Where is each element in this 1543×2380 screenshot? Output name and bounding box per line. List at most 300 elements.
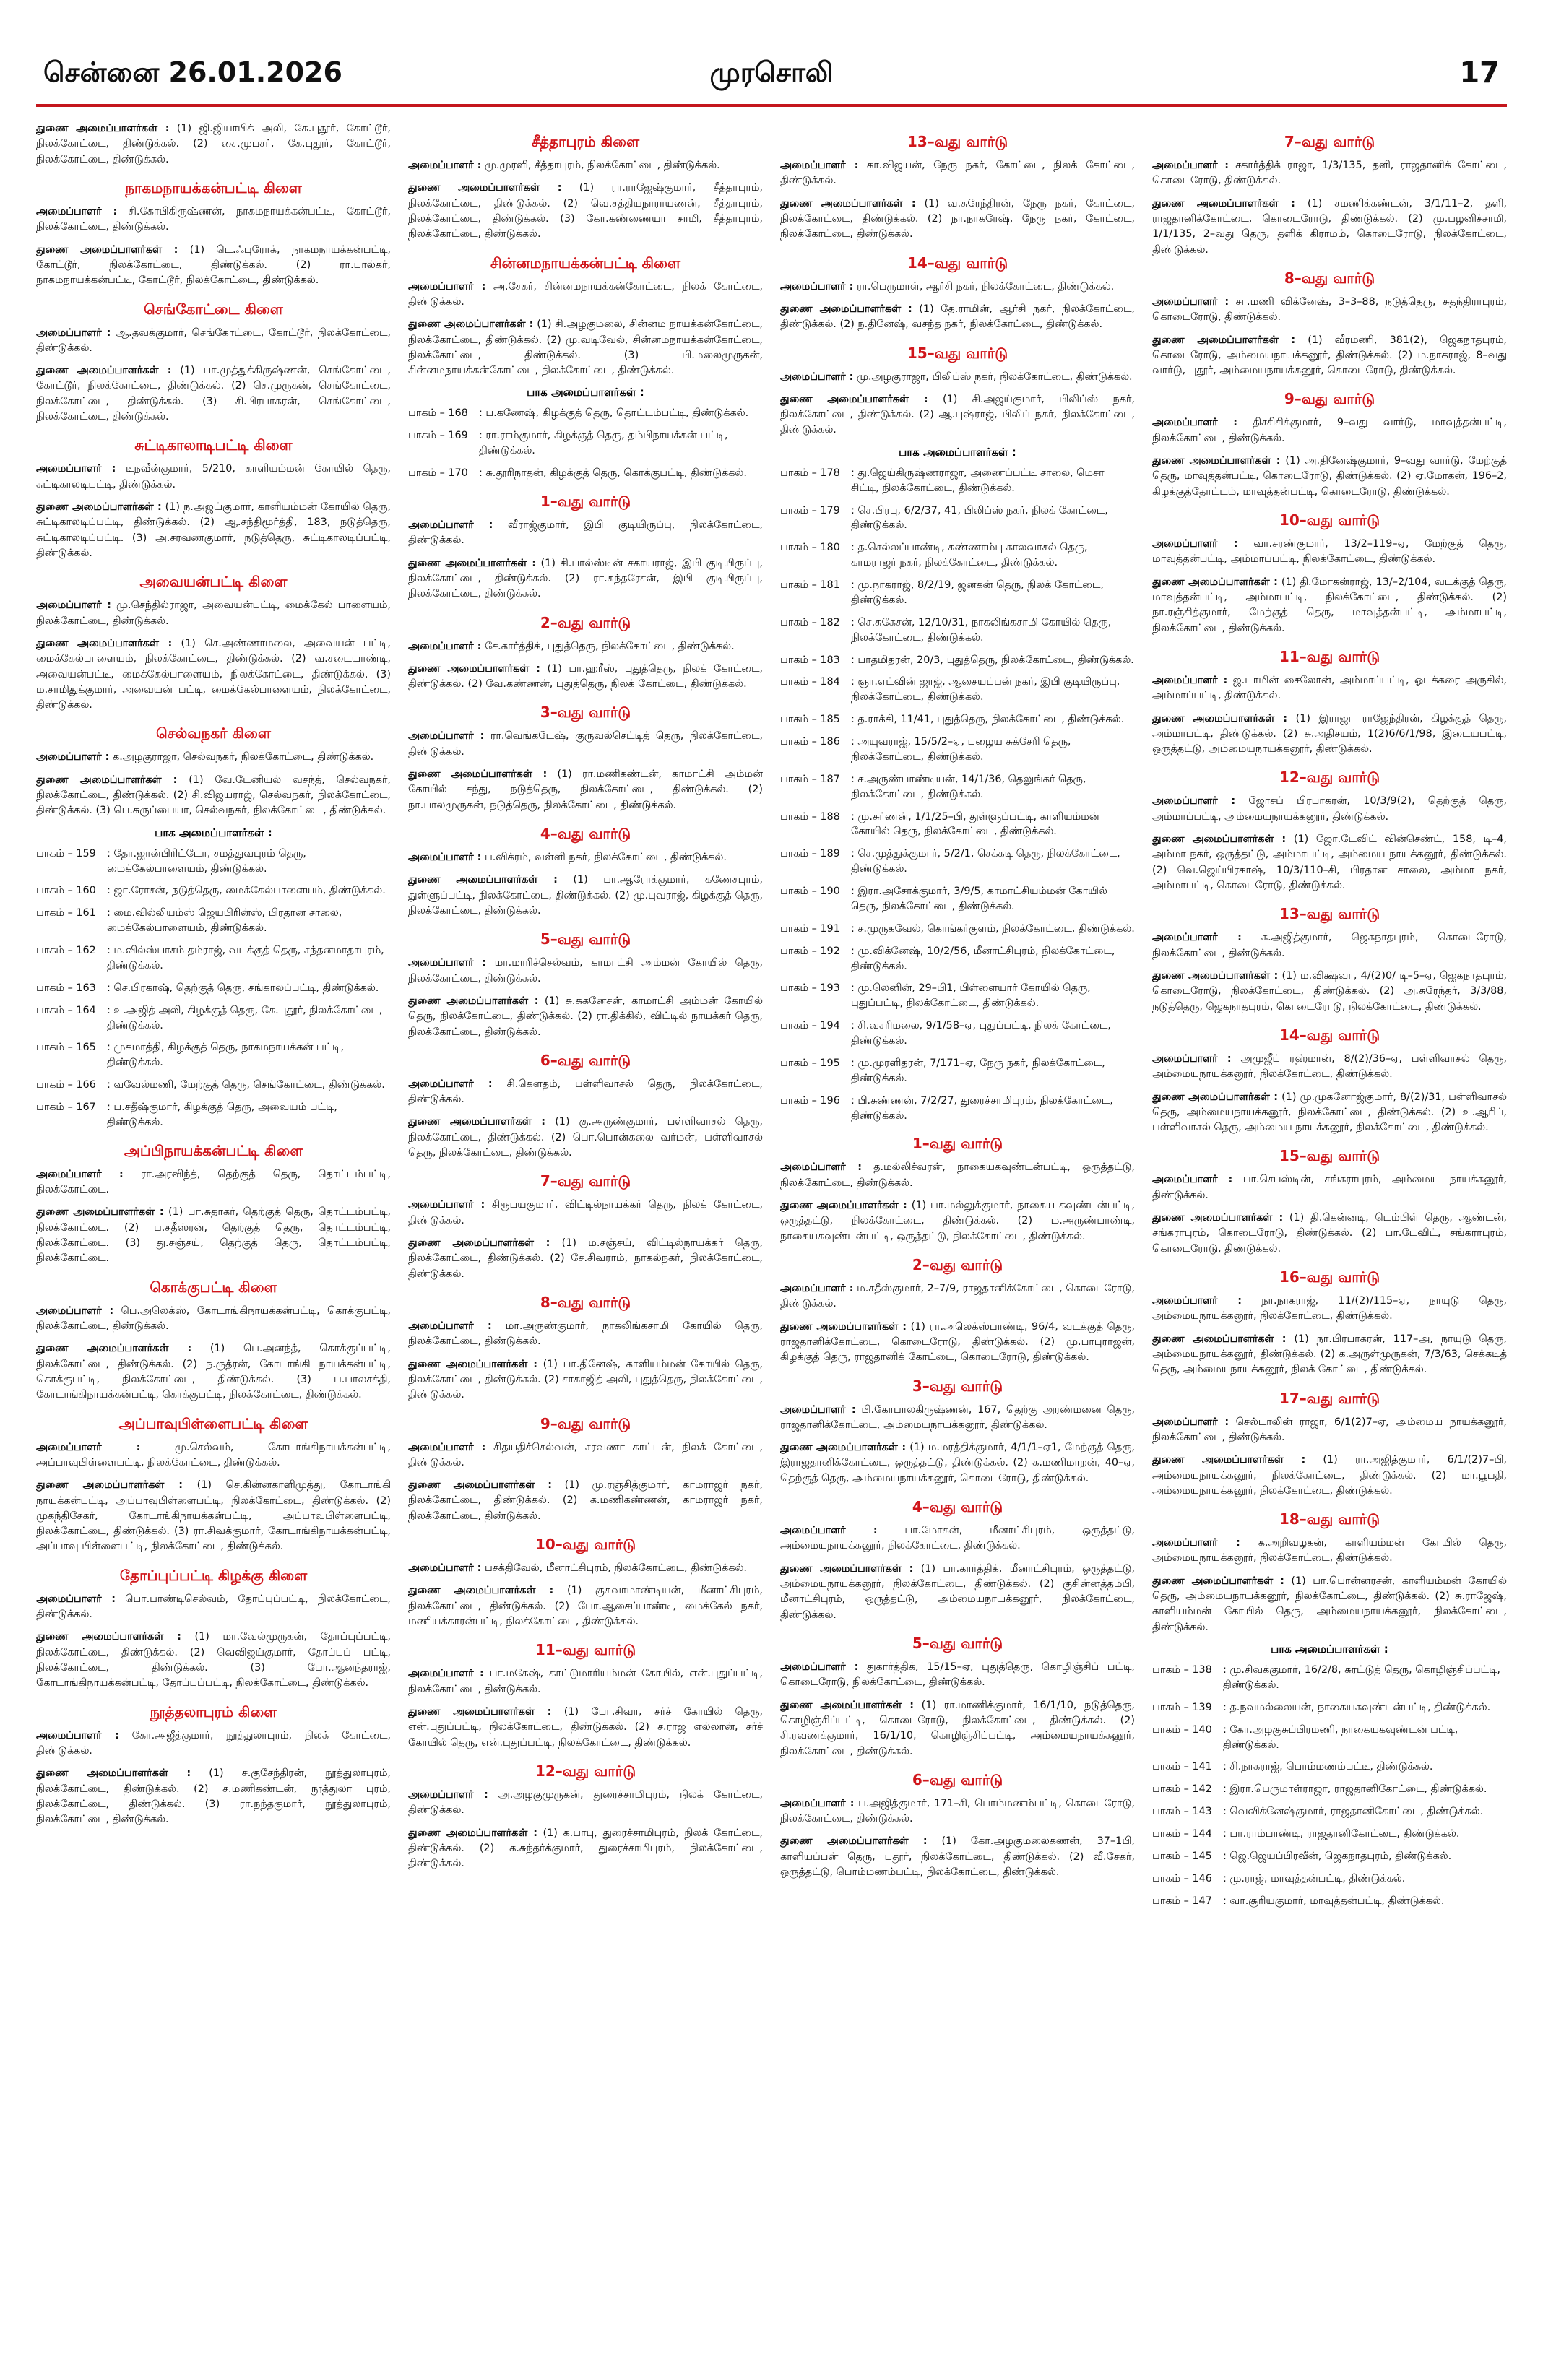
booth-row bbox=[780, 466, 1135, 496]
organizer-entry bbox=[1152, 794, 1507, 825]
entry-text: ஜோசப் பிரபாகரன், 10/3/9(2), தெற்குத் தெரு, அம்மாப்பட்டி, அம்மையநாயக்கனூர், திண்டுக்கல். bbox=[1152, 795, 1507, 823]
section-heading: சுட்டிகாலாடிபட்டி கிளை bbox=[134, 436, 293, 454]
role-label: அமைப்பாளர் : bbox=[408, 1562, 482, 1575]
booth-number: பாகம் – 162 bbox=[36, 945, 96, 957]
entry-text: (1) பெ.அனந்த், கொக்குப்பட்டி, நிலக்கோட்டை, திண்டுக்கல். (2) ந.ருத்ரன், கோடாங்கி நாயக்கன்பட்டி, கொக்குபட்டி, நிலக்கோட்டை, திண்டுக்கல். (3) ப.பாலசக்தி, கோடாங்கிநாயக்கன்பட்டி, கொக்குபட்டி, நிலக்கோட்டை, திண்டுக்கல். bbox=[36, 1343, 391, 1401]
entry-text: (1) ஜி.ஜியாபிக் அலி, கே.புதூர், கோட்டூர், நிலக்கோட்டை, திண்டுக்கல். (2) சை.முபசர், கே.புதூர், கோட்டூர், நிலக்கோட்டை, திண்டுக்கல். bbox=[36, 123, 391, 165]
entry-text: துகார்த்திக், 15/15–ஏ, புதுத்தெரு, கொழிஞ்சிப் பட்டி, கொடைரோடு, நிலக்கோட்டை, திண்டுக்கல். bbox=[780, 1661, 1135, 1689]
deputy-organizer-entry bbox=[36, 636, 391, 714]
booth-details: : முகமாத்தி, கிழக்குத் தெரு, நாகமநாயக்கன் பட்டி, திண்டுக்கல். bbox=[107, 1042, 345, 1069]
role-label: துணை அமைப்பாளர்கள் : bbox=[408, 182, 562, 194]
entry-text: அ.அழகுமுருகன், துரைச்சாமிபுரம், நிலக் கோட்டை, திண்டுக்கல். bbox=[408, 1788, 763, 1817]
booth-row bbox=[780, 810, 1135, 840]
entry-text: (1) ம.விக்ஷ்வா, 4/(2)0/ டி–5–ஏ, ஜெகநாதபுரம், கொடைரோடு, நிலக்கோட்டை, திண்டுக்கல். (2) அ.சுரேந்தர், 3/3/88, நடுத்தெரு, ஜெகநாதபுரம், கொடைரோடு, நிலக்கோட்டை, திண்டுக்கல். bbox=[1152, 969, 1507, 1013]
entry-text: வீராஜ்குமார், இபி குடியிருப்பு, நிலக்கோட்டை, திண்டுக்கல். bbox=[408, 519, 763, 547]
deputy-organizer-entry bbox=[36, 363, 391, 425]
entry-text: (1) செ.அண்ணாமலை, அவையன் பட்டி, மைக்கேல்பாளையம், நிலக்கோட்டை, திண்டுக்கல். (2) வ.சடையாண்டி, அவையன்பட்டி, மைக்கேல்பாளையம், நிலக்கோட்டை, திண்டுக்கல். (3) ம.சாமிதுக்குமார், அவையன் பட்டி, மைக்கேல்பாளையம், நிலக்கோட்டை, திண்டுக்கல். bbox=[36, 637, 391, 711]
entry-text: (1) பா.தினேஷ், காளியம்மன் கோயில் தெரு, நிலக்கோட்டை, திண்டுக்கல். (2) சாகாஜித் அலி, புதுத்தெரு, நிலக்கோட்டை, திண்டுக்கல். bbox=[408, 1358, 763, 1401]
role-label: அமைப்பாளர் : bbox=[780, 1403, 856, 1416]
booth-row bbox=[1152, 1700, 1507, 1715]
subsection-heading: பாக அமைப்பாளர்கள் : bbox=[899, 445, 1016, 459]
column-4 bbox=[1152, 121, 1507, 2368]
role-label: அமைப்பாளர் : bbox=[1152, 417, 1238, 429]
booth-number: பாகம் – 170 bbox=[408, 467, 468, 480]
entry-text: பா.மகேஷ், காட்டுமாரியம்மன் கோயில், என்.புதுப்பட்டி, நிலக்கோட்டை, திண்டுக்கல். bbox=[408, 1668, 763, 1695]
entry-text: (1) தி.மோகன்ராஜ், 13/–2/104, வடக்குத் தெரு, மாவுத்தன்பட்டி, அம்மாபட்டி, நிலக்கோட்டை, திண்டுக்கல். (2) நா.ரஞ்சித்குமார், மேற்குத் தெரு, மாவுத்தன்பட்டி, அம்மாபட்டி, நிலக்கோட்டை, திண்டுக்கல். bbox=[1152, 576, 1507, 634]
role-label: துணை அமைப்பாளர்கள் : bbox=[1152, 712, 1287, 724]
booth-row bbox=[780, 578, 1135, 608]
deputy-organizer-entry bbox=[780, 392, 1135, 438]
booth-details: : வெவிக்னேஷ்குமார், ராஜதானிகோட்டை, திண்டுக்கல். bbox=[1223, 1806, 1484, 1818]
booth-row bbox=[408, 428, 763, 459]
role-label: அமைப்பாளர் : bbox=[408, 730, 485, 743]
role-label: துணை அமைப்பாளர்கள் : bbox=[1152, 334, 1296, 346]
role-label: துணை அமைப்பாளர்கள் : bbox=[36, 637, 173, 649]
section-heading: 9–வது வார்டு bbox=[1284, 390, 1375, 408]
deputy-organizer-entry bbox=[36, 1630, 391, 1691]
booth-number: பாகம் – 192 bbox=[780, 945, 840, 957]
entry-text: (1) சமணிக்கண்டன், 3/1/11–2, தளி, ராஜதானிக்கோட்டை, கொடைரோடு, திண்டுக்கல். (2) மு.பழனிச்சாமி, 1/1/135, 2–வது தெரு, தளிக் கிராமம், கொடைரோடு, நிலக்கோட்டை, திண்டுக்கல். bbox=[1152, 197, 1507, 256]
booth-number: பாகம் – 184 bbox=[780, 676, 840, 688]
booth-details: : ப.சதீஷ்குமார், கிழக்குத் தெரு, அவையம் பட்டி, திண்டுக்கல். bbox=[107, 1102, 337, 1128]
edition-date: சென்னை 26.01.2026 bbox=[43, 56, 342, 88]
organizer-entry bbox=[1152, 673, 1507, 704]
entry-text: (1) சி.அஜய்குமார், பிலிப்ஸ் நகர், நிலக்கோட்டை, திண்டுக்கல். (2) ஆ.புஷ்ராஜ், பிலிப் நகர், நிலக்கோட்டை, திண்டுக்கல். bbox=[780, 393, 1135, 436]
organizer-entry bbox=[1152, 537, 1507, 568]
booth-row bbox=[36, 847, 391, 877]
role-label: துணை அமைப்பாளர்கள் : bbox=[36, 1631, 181, 1643]
section-heading: செங்கோட்டை கிளை bbox=[144, 300, 283, 318]
role-label: அமைப்பாளர் : bbox=[1152, 674, 1228, 686]
entry-text: டிநவீன்குமார், 5/210, காளியம்மன் கோயில் தெரு, சுட்டிகாலடிபட்டி, திண்டுக்கல். bbox=[36, 463, 391, 490]
section-heading: அவையன்பட்டி கிளை bbox=[139, 573, 288, 591]
organizer-entry bbox=[780, 1523, 1135, 1554]
booth-row bbox=[36, 906, 391, 936]
entry-text: (1) டெ.ஃபுரோக், நாகமநாயக்கன்பட்டி, கோட்டூர், நிலக்கோட்டை, திண்டுக்கல். (2) ரா.பால்கர், நாகமநாயக்கன்பட்டி, கோட்டூர், நிலக்கோட்டை, திண்டுக்கல். bbox=[36, 243, 391, 287]
role-label: துணை அமைப்பாளர்கள் : bbox=[408, 1358, 538, 1370]
role-label: துணை அமைப்பாளர்கள் : bbox=[780, 1442, 907, 1454]
entry-text: (1) சி.அழகுமலை, சின்னம நாயக்கன்கோட்டை, நிலக்கோட்டை, திண்டுக்கல். (2) மு.வடிவேல், சின்னமநாயக்கன்கோட்டை, நிலக்கோட்டை, திண்டுக்கல். (3) பி.மலைமுருகன், சின்னமநாயக்கன்கோட்டை, நிலக்கோட்டை, திண்டுக்கல். bbox=[408, 319, 763, 377]
booth-details: : இரா.பெருமாள்ராஜா, ராஜதானிகோட்டை, திண்டுக்கல். bbox=[1223, 1783, 1487, 1796]
booth-details: : ம.வில்ஸ்பாசம் தம்ராஜ், வடக்குத் தெரு, சந்தனமாதாபுரம், திண்டுக்கல். bbox=[107, 945, 384, 972]
entry-text: (1) ரா.மணிகண்டன், காமாட்சி அம்மன் கோயில் சந்து, நடுத்தெரு, நிலக்கோட்டை, திண்டுக்கல். (2) நா.பாலமுருகன், நடுத்தெரு, நிலக்கோட்டை, திண்டுக்கல். bbox=[408, 769, 763, 811]
role-label: துணை அமைப்பாளர்கள் : bbox=[1152, 969, 1279, 982]
column-3 bbox=[780, 121, 1135, 2368]
booth-number: பாகம் – 189 bbox=[780, 848, 840, 860]
booth-details: : த.நவமல்லையன், நாகையகவுண்டன்பட்டி, திண்டுக்கல். bbox=[1223, 1701, 1491, 1713]
booth-number: பாகம் – 181 bbox=[780, 579, 840, 591]
section-heading: அப்பாவுபிள்ளைபட்டி கிளை bbox=[118, 1414, 308, 1432]
role-label: துணை அமைப்பாளர்கள் : bbox=[408, 995, 539, 1007]
section-heading: 7–வது வார்டு bbox=[1284, 133, 1375, 150]
role-label: அமைப்பாளர் : bbox=[408, 1788, 488, 1801]
organizer-entry bbox=[36, 1440, 391, 1471]
deputy-organizer-entry bbox=[1152, 1574, 1507, 1635]
role-label: துணை அமைப்பாளர்கள் : bbox=[408, 1705, 552, 1718]
booth-number: பாகம் – 165 bbox=[36, 1042, 96, 1054]
booth-row bbox=[780, 922, 1135, 937]
role-label: அமைப்பாளர் : bbox=[36, 1729, 119, 1741]
deputy-organizer-entry bbox=[1152, 711, 1507, 758]
deputy-organizer-entry bbox=[408, 556, 763, 602]
booth-details: : மு.சுர்ணன், 1/1/25–பி, துள்ளுப்பட்டி, காளியம்மன் கோயில் தெரு, நிலக்கோட்டை, திண்டுக்கல். bbox=[851, 810, 1099, 838]
role-label: அமைப்பாளர் : bbox=[1152, 538, 1238, 550]
entry-text: மு.செந்தில்ராஜா, அவையன்பட்டி, மைக்கேல் பாளையம், நிலக்கோட்டை, திண்டுக்கல். bbox=[36, 600, 391, 627]
role-label: அமைப்பாளர் : bbox=[408, 1668, 484, 1680]
booth-details: : து.ஜெய்கிருஷ்ணராஜா, அணைப்பட்டி சாலை, மெசா சிட்டி, நிலக்கோட்டை, திண்டுக்கல். bbox=[851, 467, 1105, 494]
role-label: அமைப்பாளர் : bbox=[408, 1320, 492, 1332]
role-label: துணை அமைப்பாளர்கள் : bbox=[36, 1479, 183, 1492]
entry-text: (1) நா.பிரபாகரன், 117–அ, நாயுடு தெரு, அம்மையநாயக்கனூர், திண்டுக்கல். (2) க.அருள்முருகன், 7/3/63, செக்கடித் தெரு, அம்மையநாயக்கனூர், நிலக் கோட்டை, திண்டுக்கல். bbox=[1152, 1333, 1507, 1376]
entry-text: (1) கு.அருண்குமார், பள்ளிவாசல் தெரு, நிலக்கோட்டை, திண்டுக்கல். (2) பொ.பொன்கலை வர்மன், பள்ளிவாசல் தெரு, நிலக்கோட்டை, திண்டுக்கல். bbox=[408, 1116, 763, 1159]
entry-text: சா.மணி விக்னேஷ், 3–3–88, நடுத்தெரு, சுதந்திராபுரம், கொடைரோடு, திண்டுக்கல். bbox=[1152, 295, 1507, 324]
booth-details: : தோ.ஜான்பிரிட்டோ, சமத்துவபுரம் தெரு, மைக்கேல்பாளையம், திண்டுக்கல். bbox=[107, 847, 306, 875]
entry-text: (1) பா.மல்லுக்குமார், நாகைய கவுண்டன்பட்டி, ஒருத்தட்டு, நிலக்கோட்டை, திண்டுக்கல். (2) ம.அருண்பாண்டி, நாகையகவுண்டன்பட்டி, ஒருத்தட்டு, நிலக்கோட்டை, திண்டுக்கல். bbox=[780, 1200, 1135, 1242]
organizer-entry bbox=[1152, 930, 1507, 961]
organizer-entry bbox=[408, 1198, 763, 1229]
booth-number: பாகம் – 194 bbox=[780, 1020, 840, 1032]
entry-text: (1) ரா.ராஜேஷ்குமார், சீத்தாபுரம், நிலக்கோட்டை, திண்டுக்கல். (2) வெ.சத்தியநாராயணன், சீத்தாபுரம், நிலக்கோட்டை, திண்டுக்கல். (3) கோ.கண்ணையா சாமி, சீத்தாபுரம், நிலக்கோட்டை, திண்டுக்கல். bbox=[408, 182, 763, 241]
booth-number: பாகம் – 167 bbox=[36, 1102, 96, 1114]
booth-row bbox=[780, 1018, 1135, 1049]
role-label: அமைப்பாளர் : bbox=[36, 1304, 114, 1317]
booth-row bbox=[780, 1094, 1135, 1124]
section-heading: 9–வது வார்டு bbox=[540, 1414, 631, 1432]
entry-text: பொ.பாண்டிசெல்வம், தோப்புப்பட்டி, நிலக்கோட்டை, திண்டுக்கல். bbox=[36, 1593, 391, 1621]
organizer-entry bbox=[1152, 1415, 1507, 1446]
booth-row bbox=[36, 883, 391, 899]
deputy-organizer-entry bbox=[36, 1205, 391, 1266]
section-heading: 18–வது வார்டு bbox=[1279, 1510, 1380, 1528]
organizer-entry bbox=[408, 729, 763, 760]
role-label: துணை அமைப்பாளர்கள் : bbox=[780, 1562, 914, 1575]
deputy-organizer-entry bbox=[408, 181, 763, 242]
role-label: துணை அமைப்பாளர்கள் : bbox=[36, 774, 178, 786]
deputy-organizer-entry bbox=[1152, 1453, 1507, 1499]
entry-text: க.அஜித்குமார், ஜெகநாதபுரம், கொடைரோடு, நிலக்கோட்டை, திண்டுக்கல். bbox=[1152, 932, 1507, 959]
section-heading: சின்னமநாயக்கன்பட்டி கிளை bbox=[490, 254, 680, 272]
booth-row bbox=[1152, 1849, 1507, 1864]
booth-number: பாகம் – 169 bbox=[408, 430, 468, 442]
booth-row bbox=[1152, 1894, 1507, 1909]
entry-text: கா.விஜயன், நேரு நகர், கோட்டை, நிலக் கோட்டை, திண்டுக்கல். bbox=[780, 160, 1135, 187]
deputy-organizer-entry bbox=[780, 1698, 1135, 1760]
role-label: துணை அமைப்பாளர்கள் : bbox=[408, 1237, 550, 1249]
booth-number: பாகம் – 143 bbox=[1152, 1806, 1212, 1818]
role-label: துணை அமைப்பாளர்கள் : bbox=[1152, 834, 1287, 846]
section-heading: 13–வது வார்டு bbox=[1279, 905, 1380, 923]
booth-details: : செ.பிரகாஷ், தெற்குத் தெரு, சங்காலப்பட்டி, திண்டுக்கல். bbox=[107, 982, 379, 994]
role-label: துணை அமைப்பாளர்கள் : bbox=[408, 319, 534, 331]
entry-text: திசசிசிக்குமார், 9–வது வார்டு, மாவுத்தன்பட்டி, நிலக்கோட்டை, திண்டுக்கல். bbox=[1152, 417, 1507, 444]
organizer-entry bbox=[780, 280, 1135, 295]
organizer-entry bbox=[1152, 295, 1507, 326]
newspaper-title: முரசொலி bbox=[709, 56, 834, 88]
booth-number: பாகம் – 146 bbox=[1152, 1872, 1212, 1884]
deputy-organizer-entry bbox=[36, 773, 391, 819]
booth-details: : ஜா.ரோசன், நடுத்தெரு, மைக்கேல்பாளையம், திண்டுக்கல். bbox=[107, 885, 386, 897]
deputy-organizer-entry bbox=[1152, 196, 1507, 258]
booth-details: : மு.ராஜ், மாவுத்தன்பட்டி, திண்டுக்கல். bbox=[1223, 1872, 1406, 1884]
section-heading: 8–வது வார்டு bbox=[1284, 269, 1375, 287]
booth-details: : செ.முத்துக்குமார், 5/2/1, செக்கடி தெரு, நிலக்கோட்டை, திண்டுக்கல். bbox=[851, 848, 1120, 875]
deputy-organizer-entry bbox=[408, 767, 763, 813]
entry-text: க.அறிவழகன், காளியம்மன் கோயில் தெரு, அம்மையநாயக்கனூர், நிலக்கோட்டை, திண்டுக்கல். bbox=[1152, 1537, 1507, 1565]
section-heading: 2–வது வார்டு bbox=[912, 1255, 1003, 1273]
role-label: அமைப்பாளர் : bbox=[36, 1593, 116, 1605]
section-heading: 1–வது வார்டு bbox=[912, 1135, 1003, 1153]
booth-row bbox=[36, 943, 391, 974]
booth-details: : செ.சுகேசன், 12/10/31, நாகலிங்கசாமி கோயில் தெரு, நிலக்கோட்டை, திண்டுக்கல். bbox=[851, 616, 1112, 644]
booth-details: : மு.நாகராஜ், 8/2/19, ஜனகன் தெரு, நிலக் கோட்டை, திண்டுக்கல். bbox=[851, 579, 1104, 606]
role-label: துணை அமைப்பாளர்கள் : bbox=[780, 1835, 928, 1848]
booth-row bbox=[780, 675, 1135, 705]
role-label: துணை அமைப்பாளர்கள் : bbox=[1152, 1212, 1284, 1224]
role-label: அமைப்பாளர் : bbox=[36, 205, 118, 217]
entry-text: (1) ஜோ.டேவிட் வின்செண்ட், 158, டி–4, அம்மா நகர், ஒருத்தட்டு, அம்மாபட்டி, அம்மைய நாயக்கனூர், திண்டுக்கல். (2) வெ.ஜெய்பிரகாஷ், 10/3/110–சி, பிரதான சாலை, அம்மா நகர், அம்மாபட்டி, கொடைரோடு, திண்டுக்கல். bbox=[1152, 834, 1507, 891]
booth-details: : வா.சூரியகுமார், மாவுத்தன்பட்டி, திண்டுக்கல். bbox=[1223, 1895, 1445, 1907]
section-heading: 12–வது வார்டு bbox=[535, 1762, 636, 1780]
entry-text: பசக்திவேல், மீனாட்சிபுரம், நிலக்கோட்டை, திண்டுக்கல். bbox=[484, 1562, 747, 1575]
booth-row bbox=[36, 1100, 391, 1130]
organizer-entry bbox=[1152, 1294, 1507, 1325]
role-label: அமைப்பாளர் : bbox=[1152, 1052, 1232, 1065]
column-1 bbox=[36, 121, 391, 2368]
entry-text: அ.சேகர், சின்னமநாயக்கன்கோட்டை, நிலக் கோட்டை, திண்டுக்கல். bbox=[408, 280, 763, 308]
organizer-entry bbox=[1152, 415, 1507, 446]
role-label: அமைப்பாளர் : bbox=[408, 160, 482, 171]
role-label: அமைப்பாளர் : bbox=[1152, 795, 1236, 808]
booth-details: : இரா.அசோக்குமார், 3/9/5, காமாட்சியம்மன் கோயில் தெரு, நிலக்கோட்டை, திண்டுக்கல். bbox=[851, 886, 1107, 912]
role-label: அமைப்பாளர் : bbox=[1152, 932, 1242, 944]
deputy-organizer-entry bbox=[408, 1583, 763, 1630]
entry-text: (1) இராஜா ராஜேந்திரன், கிழக்குத் தெரு, அம்மாபட்டி, திண்டுக்கல். (2) சு.அதிசயம், 1(2)6/6/1/98, இடையபட்டி, ஒருத்தட்டு, அம்மையநாயக்கனூர், திண்டுக்கல். bbox=[1152, 712, 1507, 756]
section-heading: 2–வது வார்டு bbox=[540, 613, 631, 631]
deputy-organizer-entry bbox=[408, 994, 763, 1040]
role-label: துணை அமைப்பாளர்கள் : bbox=[1152, 1091, 1279, 1103]
deputy-organizer-entry bbox=[1152, 575, 1507, 636]
section-heading: 3–வது வார்டு bbox=[912, 1377, 1003, 1395]
role-label: துணை அமைப்பாளர்கள் : bbox=[408, 1585, 554, 1597]
entry-text: (1) மா.வேல்முருகன், தோப்புப்பட்டி, நிலக்கோட்டை, திண்டுக்கல். (2) வெவிஜய்குமார், தோப்புப் பட்டி, நிலக்கோட்டை, திண்டுக்கல். (3) போ.ஆனந்தராஜ், கோடாங்கிநாயக்கன்பட்டி, தோப்புப்பட்டி, நிலக்கோட்டை, திண்டுக்கல். bbox=[36, 1631, 391, 1689]
booth-row bbox=[780, 884, 1135, 914]
booth-number: பாகம் – 147 bbox=[1152, 1895, 1212, 1907]
organizer-entry bbox=[408, 1077, 763, 1108]
booth-row bbox=[408, 466, 763, 481]
booth-number: பாகம் – 142 bbox=[1152, 1783, 1212, 1796]
organizer-entry bbox=[408, 158, 763, 173]
booth-row bbox=[408, 406, 763, 421]
booth-row bbox=[780, 981, 1135, 1011]
entry-text: ஆ.தவக்குமார், செங்கோட்டை, கோட்டூர், நிலக்கோட்டை, திண்டுக்கல். bbox=[36, 326, 391, 354]
role-label: துணை அமைப்பாளர்கள் : bbox=[36, 123, 170, 134]
entry-text: (1) பா.ஆரோக்குமார், கணேசபுரம், துள்ளுப்பட்டி, நிலக்கோட்டை, திண்டுக்கல். (2) மு.புவராஜ், கிழக்குத் தெரு, நிலக்கோட்டை, திண்டுக்கல். bbox=[408, 874, 763, 917]
entry-text: (1) மு.முகனோஜ்குமார், 8/(2)/31, பள்ளிவாசல் தெரு, அம்மையநாயக்கனூர், நிலக்கோட்டை, திண்டுக்கல். (2) உ.ஆரிப், பள்ளிவாசல் தெரு, அம்மைய நாயக்கனூர், நிலக்கோட்டை, திண்டுக்கல். bbox=[1152, 1091, 1507, 1134]
role-label: துணை அமைப்பாளர்கள் : bbox=[408, 1827, 537, 1839]
role-label: துணை அமைப்பாளர்கள் : bbox=[780, 197, 916, 209]
deputy-organizer-entry bbox=[780, 1440, 1135, 1487]
organizer-entry bbox=[408, 1561, 763, 1576]
booth-row bbox=[780, 712, 1135, 727]
role-label: அமைப்பாளர் : bbox=[408, 280, 486, 293]
organizer-entry bbox=[780, 158, 1135, 189]
organizer-entry bbox=[780, 1660, 1135, 1691]
role-label: துணை அமைப்பாளர்கள் : bbox=[36, 243, 178, 256]
role-label: அமைப்பாளர் : bbox=[780, 280, 854, 293]
entry-text: (1) ம.மரத்திக்குமார், 4/1/1–ஏ1, மேற்குத் தெரு, இராஜதானிக்கோட்டை, ஒருத்தட்டு, திண்டுக்கல். (2) க.மணிமாறன், 40–ஏ, தெற்குத் தெரு, அம்மையநாயக்கனூர், கொடைரோடு, திண்டுக்கல். bbox=[780, 1442, 1135, 1484]
deputy-organizer-entry bbox=[36, 1341, 391, 1403]
entry-text: ஜ.டாமின் சைலோன், அம்மாப்பட்டி, ஓடக்கரை அருகில், அம்மாப்பட்டி, திண்டுக்கல். bbox=[1152, 674, 1507, 702]
deputy-organizer-entry bbox=[408, 1236, 763, 1282]
deputy-organizer-entry bbox=[408, 1357, 763, 1403]
deputy-organizer-entry bbox=[36, 1766, 391, 1827]
entry-text: (1) தி.கென்னடி, டெம்பிள் தெரு, ஆண்டன், சங்கராபுரம், கொடைரோடு, திண்டுக்கல். (2) பா.டேவிட், சங்கராபுரம், கொடைரோடு, திண்டுக்கல். bbox=[1152, 1212, 1507, 1255]
entry-text: (1) பா.முத்துக்கிருஷ்ணன், செங்கோட்டை, கோட்டூர், நிலக்கோட்டை, திண்டுக்கல். (2) செ.முருகன், செங்கோட்டை, நிலக்கோட்டை, திண்டுக்கல். (3) சி.பிரபாகரன், செங்கோட்டை, நிலக்கோட்டை, திண்டுக்கல். bbox=[36, 365, 391, 423]
booth-details: : ச.முருகவேல், கொங்கர்குளம், நிலக்கோட்டை, திண்டுக்கல். bbox=[851, 922, 1135, 935]
article-columns bbox=[36, 121, 1507, 2368]
entry-text: வா.சரண்குமார், 13/2–119–ஏ, மேற்குத் தெரு, மாவுத்தன்பட்டி, அம்மாப்பட்டி, நிலக்கோட்டை, திண்டுக்கல். bbox=[1152, 538, 1507, 566]
entry-text: (1) ச.குசேந்திரன், நூத்துலாபுரம், நிலக்கோட்டை, திண்டுக்கல். (2) ச.மணிகண்டன், நூத்துலா புரம், நிலக்கோட்டை, திண்டுக்கல். (3) ரா.நந்தகுமார், நூத்துலாபுரம், நிலக்கோட்டை, திண்டுக்கல். bbox=[36, 1767, 391, 1826]
organizer-entry bbox=[1152, 1052, 1507, 1083]
role-label: அமைப்பாளர் : bbox=[1152, 1295, 1242, 1307]
entry-text: ரா.பெருமாள், ஆர்சி நகர், நிலக்கோட்டை, திண்டுக்கல். bbox=[856, 280, 1115, 293]
booth-number: பாகம் – 193 bbox=[780, 982, 840, 995]
deputy-organizer-entry bbox=[780, 1320, 1135, 1366]
deputy-organizer-entry bbox=[780, 1562, 1135, 1623]
organizer-entry bbox=[36, 598, 391, 629]
deputy-organizer-entry bbox=[780, 196, 1135, 243]
organizer-entry bbox=[36, 1728, 391, 1760]
booth-number: பாகம் – 163 bbox=[36, 982, 96, 994]
entry-text: (1) ரா.மாணிக்குமார், 16/1/10, நடுத்தெரு, கொழிஞ்சிப்பட்டி, கொடைரோடு, நிலக்கோட்டை, திண்டுக்கல். (2) சி.ரவணக்குமார், 16/1/10, கொழிஞ்சிப்பட்டி, அம்மையநாயக்கனூர், நிலக்கோட்டை, திண்டுக்கல். bbox=[780, 1699, 1135, 1757]
role-label: அமைப்பாளர் : bbox=[1152, 295, 1229, 308]
booth-row bbox=[1152, 1760, 1507, 1775]
section-heading: 16–வது வார்டு bbox=[1279, 1268, 1380, 1286]
entry-text: (1) ம.சஞ்சய், விட்டில்நாயக்கர் தெரு, நிலக்கோட்டை, திண்டுக்கல். (2) சே.சிவராம், நாகல்நகர், நிலக்கோட்டை, திண்டுக்கல். bbox=[408, 1237, 763, 1280]
role-label: துணை அமைப்பாளர்கள் : bbox=[408, 662, 540, 675]
booth-details: : உ.அஜித் அலி, கிழக்குத் தெரு, கே.புதூர், நிலக்கோட்டை, திண்டுக்கல். bbox=[107, 1004, 383, 1031]
deputy-organizer-entry bbox=[1152, 832, 1507, 893]
organizer-entry bbox=[1152, 158, 1507, 189]
booth-row bbox=[780, 847, 1135, 877]
entry-text: சி.கோபிகிருஷ்ணன், நாகமநாயக்கன்பட்டி, கோட்டூர், நிலக்கோட்டை, திண்டுக்கல். bbox=[36, 205, 391, 233]
entry-text: (1) குசுவாமாண்டியன், மீனாட்சிபுரம், நிலக்கோட்டை, திண்டுக்கல். (2) போ.ஆசைப்பாண்டி, மைக்கேல் நகர், மணியக்காரன்பட்டி, நிலக்கோட்டை, திண்டுக்கல். bbox=[408, 1585, 763, 1627]
booth-number: பாகம் – 168 bbox=[408, 407, 468, 420]
role-label: அமைப்பாளர் : bbox=[36, 463, 116, 475]
deputy-organizer-entry bbox=[1152, 454, 1507, 500]
booth-row bbox=[1152, 1723, 1507, 1753]
role-label: அமைப்பாளர் : bbox=[36, 751, 110, 763]
entry-text: (1) பா.ஹரீஸ், புதுத்தெரு, நிலக் கோட்டை, திண்டுக்கல். (2) வே.கண்ணன், புதுத்தெரு, நிலக் கோட்டை, திண்டுக்கல். bbox=[408, 662, 763, 691]
deputy-organizer-entry bbox=[1152, 1332, 1507, 1378]
booth-number: பாகம் – 144 bbox=[1152, 1828, 1212, 1840]
booth-number: பாகம் – 185 bbox=[780, 714, 840, 726]
role-label: துணை அமைப்பாளர்கள் : bbox=[36, 1767, 191, 1780]
organizer-entry bbox=[36, 750, 391, 765]
entry-text: பா.மோகன், மீனாட்சிபுரம், ஒருத்தட்டு, அம்மையநாயக்கனூர், நிலக்கோட்டை, திண்டுக்கல். bbox=[780, 1525, 1135, 1552]
role-label: அமைப்பாளர் : bbox=[1152, 160, 1229, 171]
entry-text: (1) ரா.அலெக்ஸ்பாண்டி, 96/4, வடக்குத் தெரு, ராஜதானிக்கோட்டை, கொடைரோடு, திண்டுக்கல். (2) மு.பாபுராஜன், கிழக்குத் தெரு, ராஜதானிக் கோட்டை, கொடைரோடு, திண்டுக்கல். bbox=[780, 1320, 1135, 1364]
deputy-organizer-entry bbox=[1152, 333, 1507, 379]
deputy-organizer-entry bbox=[36, 1478, 391, 1555]
booth-details: : மு.சிவக்குமார், 16/2/8, சுரட்டுத் தெரு, கொழிஞ்சிப்பட்டி, திண்டுக்கல். bbox=[1223, 1664, 1501, 1691]
booth-details: : சி.வசரிமலை, 9/1/58–ஏ, புதுப்பட்டி, நிலக் கோட்டை, திண்டுக்கல். bbox=[851, 1020, 1111, 1047]
organizer-entry bbox=[780, 1281, 1135, 1312]
booth-details: : கோ.அழகுசுப்பிரமணி, நாகையகவுண்டன் பட்டி, திண்டுக்கல். bbox=[1223, 1723, 1458, 1751]
deputy-organizer-entry bbox=[408, 1826, 763, 1872]
entry-text: (1) வீரமணி, 381(2), ஜெகநாதபுரம், கொடைரோடு, அம்மையநாயக்கனூர், திண்டுக்கல். (2) ம.நாகராஜ், 8–வது வார்டு, புதூர், அம்மையநாயக்கனூர், கொடைரோடு, திண்டுக்கல். bbox=[1152, 334, 1507, 377]
booth-number: பாகம் – 138 bbox=[1152, 1664, 1212, 1676]
booth-number: பாகம் – 145 bbox=[1152, 1850, 1212, 1862]
organizer-entry bbox=[408, 280, 763, 311]
booth-number: பாகம் – 188 bbox=[780, 810, 840, 823]
entry-text: (1) மு.ரஞ்சித்குமார், காமராஜர் நகர், நிலக்கோட்டை, திண்டுக்கல். (2) க.மணிகண்ணன், காமராஜர் நகர், நிலக்கோட்டை, திண்டுக்கல். bbox=[408, 1479, 763, 1522]
role-label: அமைப்பாளர் : bbox=[408, 1441, 486, 1453]
subsection-heading: பாக அமைப்பாளர்கள் : bbox=[1271, 1643, 1388, 1656]
deputy-organizer-entry bbox=[408, 1115, 763, 1161]
section-heading: 10–வது வார்டு bbox=[535, 1536, 636, 1554]
booth-row bbox=[780, 615, 1135, 646]
organizer-entry bbox=[1152, 1172, 1507, 1203]
role-label: துணை அமைப்பாளர்கள் : bbox=[1152, 1454, 1306, 1466]
entry-text: (1) அ.தினேஷ்குமார், 9–வது வார்டு, மேற்குத் தெரு, மாவுத்தன்பட்டி, கொடைரோடு, திண்டுக்கல். (2) ஏ.மோகன், 196–2, கிழக்குத்தோட்டம், மாவுத்தன்பட்டி, கொடைரோடு, திண்டுக்கல். bbox=[1152, 455, 1507, 498]
booth-number: பாகம் – 180 bbox=[780, 542, 840, 554]
booth-details: : பி.சுண்ணன், 7/2/27, துரைச்சாமிபுரம், நிலக்கோட்டை, திண்டுக்கல். bbox=[851, 1094, 1113, 1122]
role-label: துணை அமைப்பாளர்கள் : bbox=[780, 393, 928, 405]
deputy-organizer-entry bbox=[36, 243, 391, 289]
organizer-entry bbox=[36, 1167, 391, 1198]
section-heading: 1–வது வார்டு bbox=[540, 492, 631, 510]
role-label: அமைப்பாளர் : bbox=[36, 326, 111, 339]
entry-text: மு.செல்வம், கோடாங்கிநாயக்கன்பட்டி, அப்பாவுபிள்ளைபட்டி, நிலக்கோட்டை, திண்டுக்கல். bbox=[36, 1441, 391, 1468]
role-label: துணை அமைப்பாளர்கள் : bbox=[408, 874, 558, 886]
organizer-entry bbox=[36, 204, 391, 235]
booth-number: பாகம் – 139 bbox=[1152, 1701, 1212, 1713]
organizer-entry bbox=[408, 1666, 763, 1697]
booth-details: : சு.தூரிநாதன், கிழக்குத் தெரு, கொக்குபட்டி, திண்டுக்கல். bbox=[479, 467, 747, 480]
entry-text: (1) ரா.அஜித்குமார், 6/1/(2)7–பி, அம்மையநாயக்கனூர், நிலக்கோட்டை, திண்டுக்கல். (2) மா.பூபதி, அம்மையநாயக்கனூர், நிலக்கோட்டை, திண்டுக்கல். bbox=[1152, 1454, 1507, 1497]
deputy-organizer-entry bbox=[408, 1705, 763, 1751]
entry-text: க.அழகுராஜா, செல்வநகர், நிலக்கோட்டை, திண்டுக்கல். bbox=[112, 751, 374, 763]
booth-row bbox=[780, 1056, 1135, 1086]
booth-row bbox=[36, 981, 391, 996]
entry-text: மா.அருண்குமார், நாகலிங்கசாமி கோயில் தெரு, நிலக்கோட்டை, திண்டுக்கல். bbox=[408, 1320, 763, 1348]
role-label: அமைப்பாளர் : bbox=[36, 1168, 124, 1180]
role-label: அமைப்பாளர் : bbox=[780, 371, 854, 383]
role-label: அமைப்பாளர் : bbox=[1152, 1537, 1240, 1549]
role-label: அமைப்பாளர் : bbox=[408, 852, 482, 863]
organizer-entry bbox=[408, 956, 763, 987]
role-label: அமைப்பாளர் : bbox=[780, 1797, 855, 1809]
entry-text: சே.கார்த்திக், புதுத்தெரு, நிலக்கோட்டை, திண்டுக்கல். bbox=[484, 640, 735, 652]
role-label: துணை அமைப்பாளர்கள் : bbox=[36, 365, 172, 377]
role-label: அமைப்பாளர் : bbox=[780, 1161, 862, 1174]
entry-text: (1) போ.சிவா, சர்ச் கோயில் தெரு, என்.புதுப்பட்டி, நிலக்கோட்டை, திண்டுக்கல். (2) ச.ராஜ எல்லான், சர்ச் கோயில் தெரு, என்.புதுப்பட்டி, நிலக்கோட்டை, திண்டுக்கல். bbox=[408, 1705, 763, 1749]
role-label: துணை அமைப்பாளர்கள் : bbox=[1152, 1333, 1287, 1345]
organizer-entry bbox=[408, 850, 763, 865]
role-label: துணை அமைப்பாளர்கள் : bbox=[408, 1116, 546, 1128]
role-label: அமைப்பாளர் : bbox=[36, 1441, 141, 1453]
deputy-organizer-entry bbox=[780, 302, 1135, 333]
section-heading: தோப்புப்பட்டி கிழக்கு கிளை bbox=[119, 1566, 308, 1584]
deputy-organizer-entry bbox=[408, 873, 763, 919]
booth-number: பாகம் – 141 bbox=[1152, 1761, 1212, 1773]
organizer-entry bbox=[780, 1796, 1135, 1827]
entry-text: சிரூபயகுமார், விட்டில்நாயக்கர் தெரு, நிலக் கோட்டை, திண்டுக்கல். bbox=[408, 1199, 763, 1226]
booth-row bbox=[1152, 1663, 1507, 1693]
section-heading: அப்பிநாயக்கன்பட்டி கிளை bbox=[124, 1141, 303, 1159]
section-heading: 3–வது வார்டு bbox=[540, 704, 631, 722]
